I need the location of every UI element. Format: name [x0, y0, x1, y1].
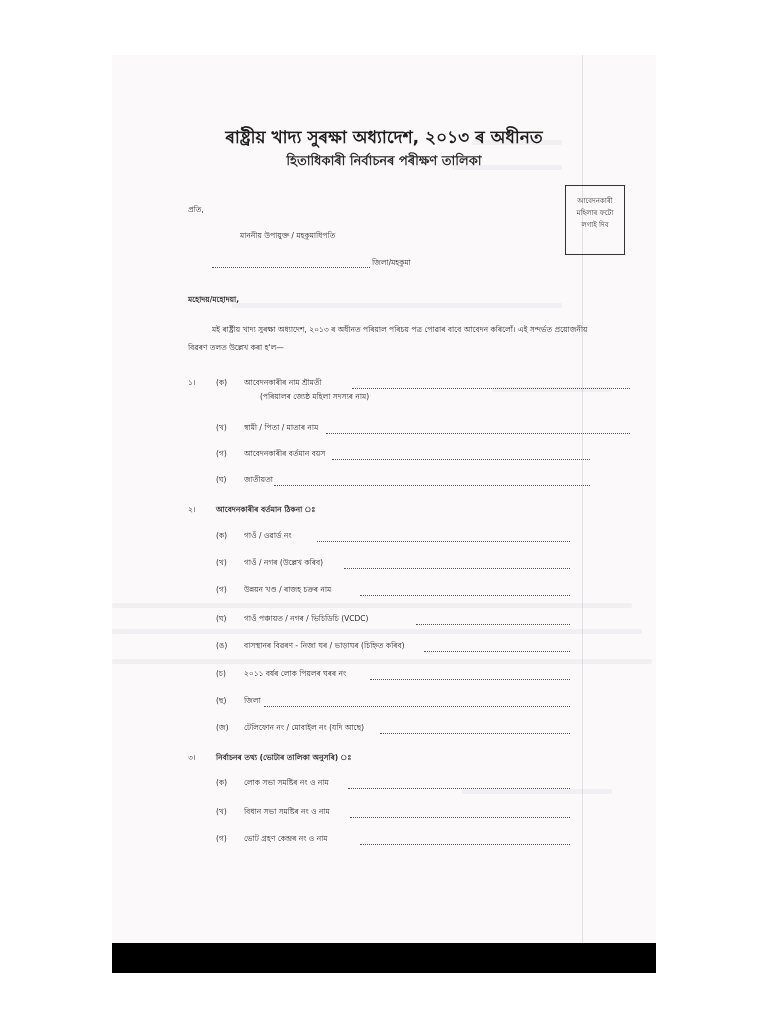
polling-station-label: ভোট গ্ৰহণ কেন্দ্ৰৰ নং ও নাম	[244, 834, 328, 843]
bleed-through-mark	[462, 789, 612, 794]
photo-box-line: লগাই দিব	[581, 221, 609, 229]
intro-line-2: বিৱৰণ তলত উল্লেখ কৰা হ'ল—	[188, 343, 284, 352]
lok-sabha-label: লোক সভা সমষ্টিৰ নং ও নাম	[244, 778, 329, 787]
item-2-kha-marker: (খ)	[216, 558, 227, 567]
district-label: জিলা/মহকুমা	[372, 258, 411, 267]
section-3-number: ৩।	[188, 753, 196, 762]
item-1-ka-marker: (ক)	[216, 378, 228, 387]
photo-box-line: মহিলাৰ ফটো	[576, 209, 614, 217]
scan-bottom-border	[112, 943, 656, 973]
panchayat-field[interactable]	[416, 624, 570, 625]
panchayat-label: গাওঁ পঞ্চায়ত / নগৰ / ভিচিডিচি (VCDC)	[244, 614, 369, 623]
guardian-name-field[interactable]	[326, 433, 630, 434]
village-town-label: গাওঁ / নগৰ (উল্লেখ কৰিব)	[244, 558, 324, 567]
intro-line-1: মই ৰাষ্ট্ৰীয় খাদ্য সুৰক্ষা অধ্যাদেশ, ২০১৩ ৰ অধীনত পৰিয়াল পৰিচয় পত্ৰ পোৱাৰ বাবে আবেদন কৰিলোঁ। এই সন্দৰ্ভত প্ৰয়োজনীয়	[212, 325, 588, 334]
to-label: প্ৰতি,	[188, 205, 204, 214]
item-2-uma-marker: (ঙ)	[216, 641, 228, 650]
ward-field[interactable]	[317, 541, 570, 542]
bleed-through-mark	[232, 303, 562, 308]
ward-label: গাওঁ / ওৱাৰ্ড নং	[244, 531, 292, 540]
form-title: ৰাষ্ট্ৰীয় খাদ্য সুৰক্ষা অধ্যাদেশ, ২০১৩ ৰ অধীনত	[225, 128, 543, 148]
bleed-through-mark	[112, 603, 632, 608]
guardian-name-label: স্বামী / পিতা / মাতাৰ নাম	[244, 423, 319, 432]
item-2-ja-marker: (জ)	[216, 723, 229, 732]
item-2-ka-marker: (ক)	[216, 531, 228, 540]
address-heading: আবেদনকাৰীৰ বৰ্তমান ঠিকনা ঃ	[216, 505, 316, 514]
applicant-name-label: আবেদনকাৰীৰ নাম শ্ৰীমতী	[244, 378, 322, 387]
village-town-field[interactable]	[344, 568, 570, 569]
photo-box-line: আবেদনকাৰী	[577, 197, 613, 205]
photo-placeholder-box	[565, 185, 625, 255]
applicant-age-field[interactable]	[332, 459, 590, 460]
item-2-gha-marker: (ঘ)	[216, 614, 227, 623]
lok-sabha-field[interactable]	[348, 788, 570, 789]
census-house-label: ২০১১ বৰ্ষৰ লোক পিয়লৰ ঘৰৰ নং	[244, 669, 347, 678]
district-field[interactable]	[212, 267, 370, 268]
nationality-field[interactable]	[274, 485, 590, 486]
polling-station-field[interactable]	[360, 844, 570, 845]
block-circle-label: উন্নয়ন খণ্ড / ৰাজহ চক্ৰৰ নাম	[244, 585, 332, 594]
district-name-field[interactable]	[264, 706, 570, 707]
addressee-label: মাননীয় উপায়ুক্ত / মহকুমাধিপতি	[240, 231, 336, 240]
section-2-number: ২।	[188, 505, 196, 514]
census-house-field[interactable]	[370, 679, 570, 680]
item-2-ca-marker: (চ)	[216, 669, 226, 678]
bleed-through-mark	[112, 659, 652, 664]
nationality-label: জাতীয়তা	[244, 475, 273, 484]
form-subtitle: হিতাধিকাৰী নিৰ্বাচনৰ পৰীক্ষণ তালিকা	[286, 154, 482, 169]
item-1-ga-marker: (গ)	[216, 449, 227, 458]
phone-field[interactable]	[380, 733, 570, 734]
residence-label: বাসস্থানৰ বিৱৰণ - নিজা ঘৰ / ভাড়াঘৰ (চিহ্নিত কৰিব)	[244, 641, 405, 650]
vidhan-sabha-field[interactable]	[350, 817, 570, 818]
bleed-through-mark	[112, 629, 642, 634]
applicant-age-label: আবেদনকাৰীৰ বৰ্তমান বয়স	[244, 449, 326, 458]
election-heading: নিৰ্বাচনৰ তথ্য (ভোটাৰ তালিকা অনুসৰি) ঃ	[216, 753, 352, 762]
item-1-gha-marker: (ঘ)	[216, 475, 227, 484]
applicant-name-field[interactable]	[352, 388, 630, 389]
item-3-ga-marker: (গ)	[216, 834, 227, 843]
district-name-label: জিলা	[244, 696, 261, 705]
residence-field[interactable]	[424, 651, 570, 652]
item-2-ga-marker: (গ)	[216, 585, 227, 594]
item-2-cha-marker: (ছ)	[216, 696, 227, 705]
vidhan-sabha-label: বিধান সভা সমষ্টিৰ নং ও নাম	[244, 807, 330, 816]
document-page	[112, 55, 656, 943]
item-1-kha-marker: (খ)	[216, 423, 227, 432]
applicant-name-note: (পৰিয়ালৰ জ্যেষ্ঠ মহিলা সদস্যৰ নাম)	[260, 392, 370, 401]
salutation: মহোদয়/মহোদয়া,	[188, 295, 240, 304]
phone-label: টেলিফোন নং / মোবাইল নং (যদি আছে)	[244, 723, 365, 732]
block-circle-field[interactable]	[360, 595, 570, 596]
item-3-kha-marker: (খ)	[216, 807, 227, 816]
section-1-number: ১।	[188, 378, 196, 387]
item-3-ka-marker: (ক)	[216, 778, 228, 787]
